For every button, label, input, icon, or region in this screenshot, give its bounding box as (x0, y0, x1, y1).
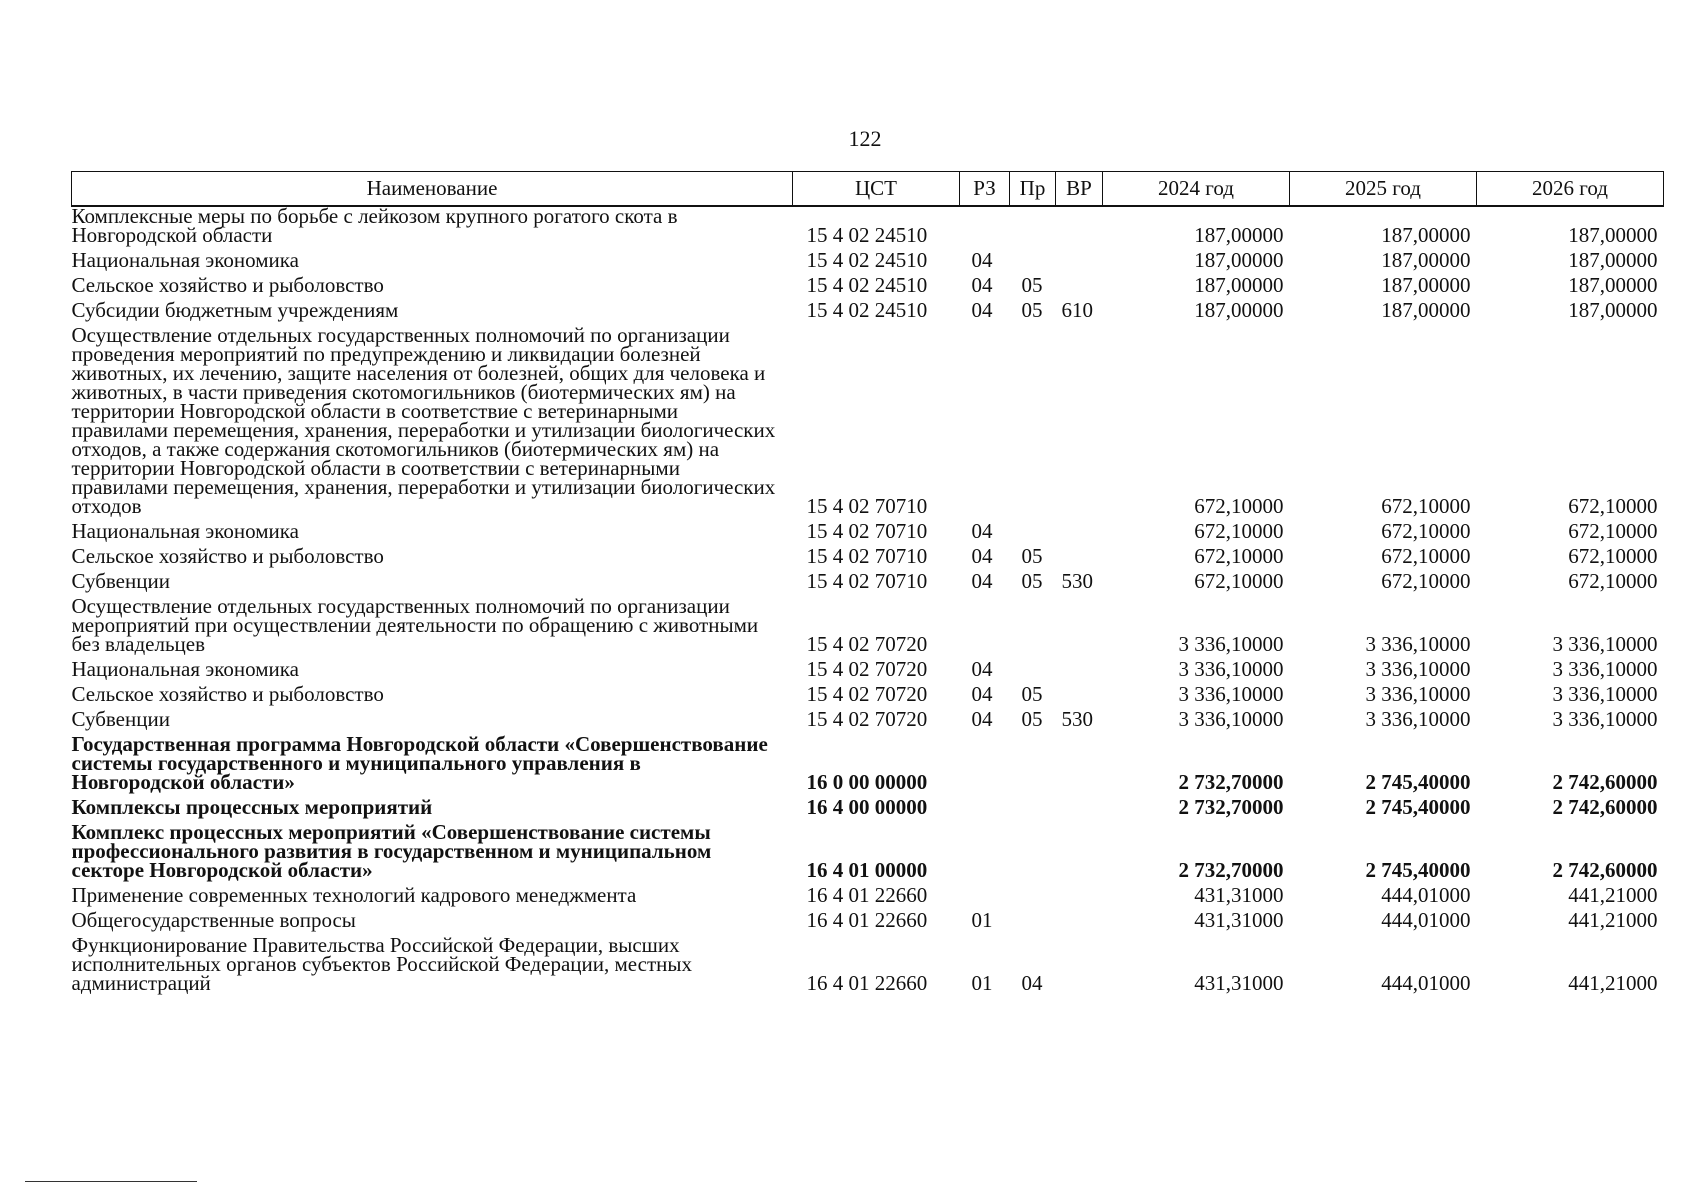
cell-2025: 187,00000 (1381, 298, 1471, 322)
cell-2026: 441,21000 (1568, 971, 1658, 995)
cell-rz: 04 (971, 273, 993, 297)
cell-name: Функционирование Правительства Российской Федерации, высших исполнительных органов субъектов Российской Федерации, местных администраций (71, 933, 692, 995)
cell-name: Комплексы процессных мероприятий (71, 795, 433, 819)
cell-name: Национальная экономика (71, 657, 299, 681)
cell-cst: 15 4 02 70720 (806, 682, 928, 706)
header-pr: Пр (1010, 172, 1056, 207)
cell-cst: 15 4 02 70710 (806, 519, 928, 543)
cell-vr (1056, 823, 1103, 886)
cell-2024: 2 732,70000 (1178, 770, 1284, 794)
cell-2024: 672,10000 (1194, 544, 1284, 568)
cell-cst: 15 4 02 24510 (806, 223, 928, 247)
header-name: Наименование (72, 172, 793, 207)
cell-2026: 2 742,60000 (1552, 770, 1658, 794)
cell-cst: 15 4 02 70720 (806, 707, 928, 731)
cell-rz (960, 326, 1010, 522)
cell-rz: 04 (971, 707, 993, 731)
cell-pr: 05 (1021, 273, 1043, 297)
cell-pr: 04 (1021, 971, 1043, 995)
cell-2026: 3 336,10000 (1552, 682, 1658, 706)
cell-vr (1056, 735, 1103, 798)
cell-2025: 2 745,40000 (1365, 858, 1471, 882)
cell-vr: 530 (1061, 569, 1093, 593)
cell-cst: 15 4 02 70710 (806, 544, 928, 568)
cell-2025: 672,10000 (1381, 494, 1471, 518)
budget-table (71, 171, 1664, 999)
cell-2026: 441,21000 (1568, 908, 1658, 932)
cell-name: Комплекс процессных мероприятий «Совершенствование системы профессионального развития в государственном и муниципальном секторе Новгородской области» (71, 820, 712, 882)
table-row (72, 326, 1664, 522)
cell-2026: 187,00000 (1568, 298, 1658, 322)
table-row (72, 936, 1664, 999)
cell-2024: 431,31000 (1194, 908, 1284, 932)
cell-2026: 187,00000 (1568, 273, 1658, 297)
cell-cst: 15 4 02 70720 (806, 632, 928, 656)
cell-2024: 3 336,10000 (1178, 682, 1284, 706)
cell-2025: 3 336,10000 (1365, 707, 1471, 731)
cell-2025: 444,01000 (1381, 908, 1471, 932)
table-body (72, 206, 1664, 999)
cell-name: Субсидии бюджетным учреждениям (71, 298, 399, 322)
header-cst: ЦСТ (793, 172, 960, 207)
cell-name: Общегосударственные вопросы (71, 908, 356, 932)
cell-rz: 04 (971, 682, 993, 706)
header-vr: ВР (1056, 172, 1103, 207)
cell-cst: 16 4 00 00000 (806, 795, 928, 819)
cell-2025: 3 336,10000 (1365, 657, 1471, 681)
cell-2026: 187,00000 (1568, 223, 1658, 247)
cell-2025: 187,00000 (1381, 223, 1471, 247)
cell-cst: 15 4 02 24510 (806, 248, 928, 272)
table-row (72, 206, 1664, 251)
cell-name: Сельское хозяйство и рыболовство (71, 273, 384, 297)
cell-2025: 672,10000 (1381, 519, 1471, 543)
cell-2024: 187,00000 (1194, 223, 1284, 247)
cell-2025: 187,00000 (1381, 273, 1471, 297)
cell-vr (1056, 936, 1103, 999)
cell-vr: 610 (1061, 298, 1093, 322)
cell-name: Субвенции (71, 569, 170, 593)
cell-vr: 530 (1061, 707, 1093, 731)
page-number: 122 (848, 126, 882, 151)
cell-vr (1056, 326, 1103, 522)
cell-2024: 672,10000 (1194, 569, 1284, 593)
cell-2025: 444,01000 (1381, 971, 1471, 995)
header-2025: 2025 год (1290, 172, 1477, 207)
cell-2026: 3 336,10000 (1552, 632, 1658, 656)
cell-2026: 2 742,60000 (1552, 858, 1658, 882)
footer-rule (25, 1181, 197, 1182)
cell-name: Субвенции (71, 707, 170, 731)
header-2024: 2024 год (1103, 172, 1290, 207)
cell-pr (1010, 597, 1056, 660)
cell-cst: 16 4 01 22660 (806, 908, 928, 932)
table-header (72, 172, 1664, 207)
cell-2025: 187,00000 (1381, 248, 1471, 272)
cell-vr (1056, 597, 1103, 660)
cell-cst: 15 4 02 70710 (806, 569, 928, 593)
cell-name: Национальная экономика (71, 519, 299, 543)
cell-cst: 15 4 02 70720 (806, 657, 928, 681)
cell-pr: 05 (1021, 544, 1043, 568)
cell-vr (1056, 206, 1103, 251)
cell-2024: 3 336,10000 (1178, 657, 1284, 681)
cell-pr (1010, 326, 1056, 522)
cell-pr (1010, 886, 1056, 911)
cell-2026: 672,10000 (1568, 494, 1658, 518)
cell-rz: 04 (971, 519, 993, 543)
cell-vr (1056, 798, 1103, 823)
cell-rz: 01 (971, 908, 993, 932)
cell-2024: 3 336,10000 (1178, 632, 1284, 656)
cell-2024: 672,10000 (1194, 519, 1284, 543)
cell-rz: 04 (971, 248, 993, 272)
cell-rz: 04 (971, 569, 993, 593)
cell-pr: 05 (1021, 682, 1043, 706)
cell-rz: 01 (971, 971, 993, 995)
cell-name: Государственная программа Новгородской области «Совершенствование системы государственного и муниципального управления в Новгородской области» (71, 732, 768, 794)
cell-name: Осуществление отдельных государственных полномочий по организации проведения мероприятий по предупреждению и ликвидации болезней животных, их лечению, защите населения от болезней, общих для человека и животных, в части приведения скотомогильников (биотермических ям) на территории Новгородской области в соответствие с ветеринарными правилами перемещения, хранения, переработки и утилизации биологических отходов, а также содержания скотомогильников (биотермических ям) на территории Новгородской области в соответствии с ветеринарными правилами перемещения, хранения, переработки и утилизации биологических отходов (71, 323, 776, 518)
cell-2025: 3 336,10000 (1365, 632, 1471, 656)
cell-2026: 672,10000 (1568, 544, 1658, 568)
cell-name: Сельское хозяйство и рыболовство (71, 544, 384, 568)
cell-name: Осуществление отдельных государственных полномочий по организации мероприятий при осуществлении деятельности по обращению с животными без владельцев (71, 594, 759, 656)
cell-pr (1010, 823, 1056, 886)
cell-cst: 16 4 01 22660 (806, 883, 928, 907)
table-row (72, 735, 1664, 798)
cell-pr: 05 (1021, 298, 1043, 322)
cell-2024: 431,31000 (1194, 971, 1284, 995)
cell-rz (960, 798, 1010, 823)
cell-rz (960, 597, 1010, 660)
cell-cst: 15 4 02 24510 (806, 298, 928, 322)
cell-2025: 672,10000 (1381, 544, 1471, 568)
cell-2026: 3 336,10000 (1552, 657, 1658, 681)
cell-cst: 16 0 00 00000 (806, 770, 928, 794)
cell-2026: 441,21000 (1568, 883, 1658, 907)
cell-pr (1010, 911, 1056, 936)
cell-name: Сельское хозяйство и рыболовство (71, 682, 384, 706)
cell-vr (1056, 251, 1103, 276)
cell-vr (1056, 911, 1103, 936)
cell-2025: 3 336,10000 (1365, 682, 1471, 706)
cell-pr (1010, 735, 1056, 798)
cell-2025: 2 745,40000 (1365, 795, 1471, 819)
cell-vr (1056, 886, 1103, 911)
header-2026: 2026 год (1477, 172, 1664, 207)
cell-name: Национальная экономика (71, 248, 299, 272)
cell-2026: 2 742,60000 (1552, 795, 1658, 819)
cell-rz: 04 (971, 544, 993, 568)
cell-2025: 2 745,40000 (1365, 770, 1471, 794)
cell-pr: 05 (1021, 569, 1043, 593)
cell-2024: 2 732,70000 (1178, 795, 1284, 819)
header-rz: РЗ (960, 172, 1010, 207)
cell-2024: 672,10000 (1194, 494, 1284, 518)
cell-cst: 16 4 01 22660 (806, 971, 928, 995)
cell-vr (1056, 660, 1103, 685)
cell-2024: 431,31000 (1194, 883, 1284, 907)
cell-pr (1010, 206, 1056, 251)
cell-2025: 444,01000 (1381, 883, 1471, 907)
cell-rz: 04 (971, 298, 993, 322)
cell-name: Применение современных технологий кадрового менеджмента (71, 883, 637, 907)
cell-rz (960, 206, 1010, 251)
cell-2024: 187,00000 (1194, 248, 1284, 272)
cell-pr (1010, 798, 1056, 823)
cell-2024: 3 336,10000 (1178, 707, 1284, 731)
cell-2026: 672,10000 (1568, 569, 1658, 593)
cell-cst: 15 4 02 70710 (806, 494, 928, 518)
cell-vr (1056, 522, 1103, 547)
cell-rz: 04 (971, 657, 993, 681)
cell-cst: 15 4 02 24510 (806, 273, 928, 297)
cell-2026: 187,00000 (1568, 248, 1658, 272)
cell-2025: 672,10000 (1381, 569, 1471, 593)
cell-rz (960, 735, 1010, 798)
table-row (72, 823, 1664, 886)
cell-name: Комплексные меры по борьбе с лейкозом крупного рогатого скота в Новгородской области (71, 204, 678, 247)
cell-2026: 672,10000 (1568, 519, 1658, 543)
table-row (72, 597, 1664, 660)
cell-2024: 2 732,70000 (1178, 858, 1284, 882)
cell-pr: 05 (1021, 707, 1043, 731)
cell-2026: 3 336,10000 (1552, 707, 1658, 731)
cell-2024: 187,00000 (1194, 298, 1284, 322)
cell-cst: 16 4 01 00000 (806, 858, 928, 882)
cell-2024: 187,00000 (1194, 273, 1284, 297)
cell-rz (960, 823, 1010, 886)
